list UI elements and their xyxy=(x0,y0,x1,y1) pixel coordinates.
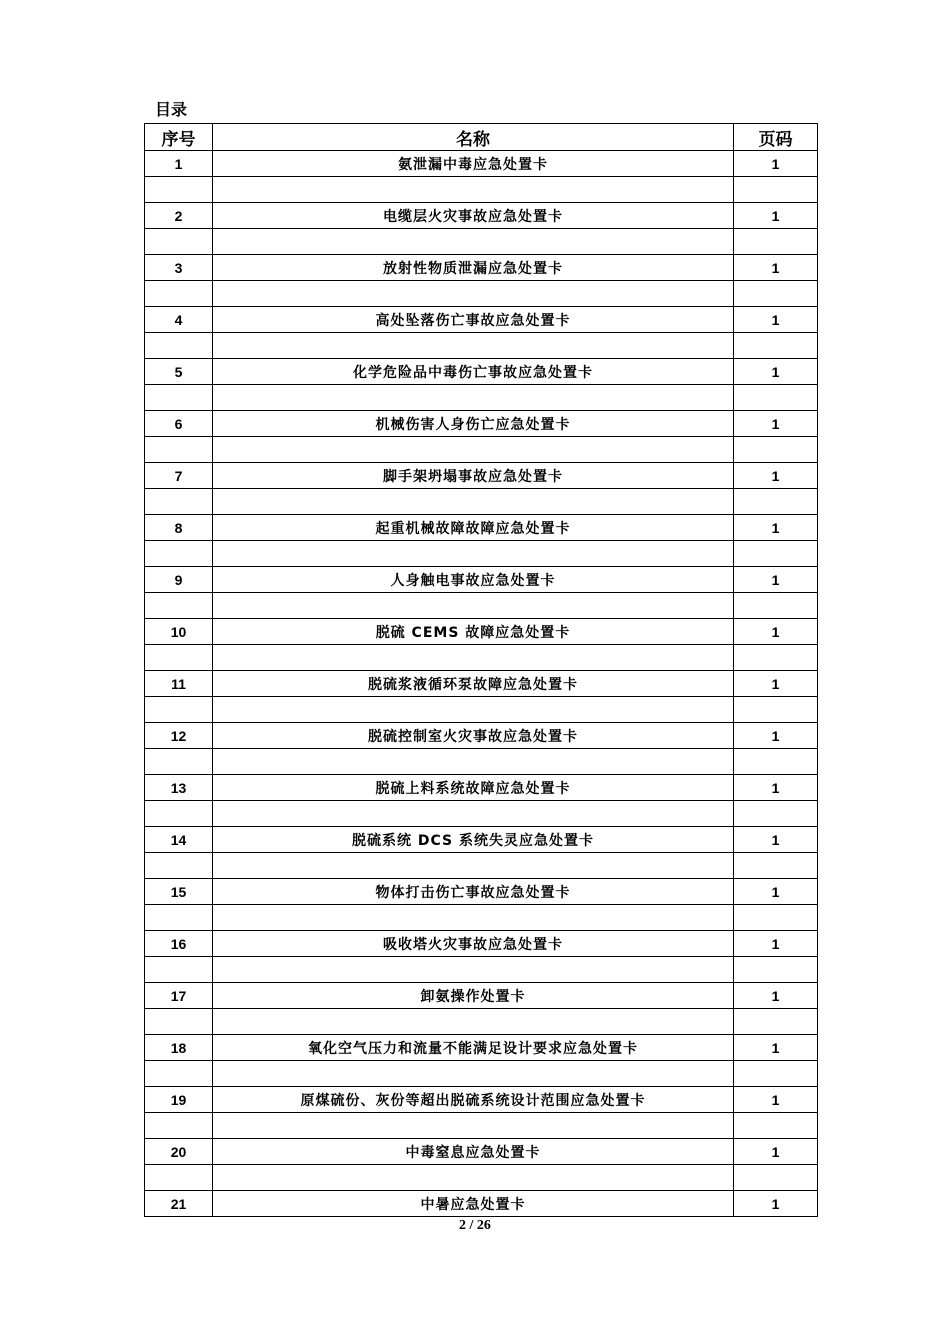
entry-name: 脱硫上料系统故障应急处置卡 xyxy=(213,775,734,801)
spacer-cell xyxy=(213,541,734,567)
entry-name: 脱硫浆液循环泵故障应急处置卡 xyxy=(213,671,734,697)
entry-name: 吸收塔火灾事故应急处置卡 xyxy=(213,931,734,957)
entry-number: 9 xyxy=(145,567,213,593)
spacer-cell xyxy=(213,749,734,775)
entry-number: 12 xyxy=(145,723,213,749)
entry-page: 1 xyxy=(734,879,818,905)
table-row xyxy=(145,1139,818,1165)
spacer-row xyxy=(145,697,818,723)
entry-number: 2 xyxy=(145,203,213,229)
spacer-row xyxy=(145,385,818,411)
spacer-cell xyxy=(734,1113,818,1139)
entry-number: 7 xyxy=(145,463,213,489)
spacer-cell xyxy=(145,281,213,307)
spacer-cell xyxy=(145,1061,213,1087)
spacer-cell xyxy=(734,333,818,359)
spacer-cell xyxy=(213,281,734,307)
entry-page: 1 xyxy=(734,931,818,957)
entry-name: 化学危险品中毒伤亡事故应急处置卡 xyxy=(213,359,734,385)
entry-name: 高处坠落伤亡事故应急处置卡 xyxy=(213,307,734,333)
spacer-cell xyxy=(213,385,734,411)
spacer-cell xyxy=(734,541,818,567)
entry-page: 1 xyxy=(734,463,818,489)
entry-name: 物体打击伤亡事故应急处置卡 xyxy=(213,879,734,905)
table-row xyxy=(145,515,818,541)
spacer-cell xyxy=(734,645,818,671)
spacer-cell xyxy=(145,1165,213,1191)
entry-page: 1 xyxy=(734,1087,818,1113)
spacer-cell xyxy=(734,1165,818,1191)
spacer-cell xyxy=(145,905,213,931)
entry-page: 1 xyxy=(734,619,818,645)
table-row xyxy=(145,879,818,905)
spacer-cell xyxy=(145,489,213,515)
spacer-cell xyxy=(213,177,734,203)
spacer-row xyxy=(145,1009,818,1035)
entry-number: 5 xyxy=(145,359,213,385)
entry-page: 1 xyxy=(734,151,818,177)
entry-number: 4 xyxy=(145,307,213,333)
entry-number: 20 xyxy=(145,1139,213,1165)
entry-number: 14 xyxy=(145,827,213,853)
entry-page: 1 xyxy=(734,255,818,281)
table-row xyxy=(145,151,818,177)
table-row xyxy=(145,463,818,489)
entry-name: 脱硫系统 DCS 系统失灵应急处置卡 xyxy=(213,827,734,853)
table-row xyxy=(145,203,818,229)
entry-number: 16 xyxy=(145,931,213,957)
header-number: 序号 xyxy=(145,124,213,151)
table-row xyxy=(145,1035,818,1061)
table-row xyxy=(145,775,818,801)
spacer-cell xyxy=(213,697,734,723)
entry-name: 脱硫 CEMS 故障应急处置卡 xyxy=(213,619,734,645)
spacer-cell xyxy=(734,749,818,775)
entry-page: 1 xyxy=(734,1139,818,1165)
spacer-cell xyxy=(734,697,818,723)
table-row xyxy=(145,827,818,853)
spacer-cell xyxy=(145,593,213,619)
table-row xyxy=(145,619,818,645)
entry-name: 脚手架坍塌事故应急处置卡 xyxy=(213,463,734,489)
spacer-cell xyxy=(213,1113,734,1139)
spacer-cell xyxy=(145,853,213,879)
spacer-row xyxy=(145,489,818,515)
entry-page: 1 xyxy=(734,827,818,853)
entry-name: 中毒窒息应急处置卡 xyxy=(213,1139,734,1165)
page-number: 2 / 26 xyxy=(459,1218,491,1233)
spacer-row xyxy=(145,905,818,931)
spacer-cell xyxy=(734,853,818,879)
spacer-cell xyxy=(213,333,734,359)
spacer-cell xyxy=(145,801,213,827)
spacer-cell xyxy=(734,177,818,203)
spacer-row xyxy=(145,1061,818,1087)
spacer-row xyxy=(145,853,818,879)
table-row xyxy=(145,931,818,957)
entry-page: 1 xyxy=(734,671,818,697)
spacer-cell xyxy=(145,749,213,775)
spacer-cell xyxy=(213,801,734,827)
spacer-cell xyxy=(734,905,818,931)
spacer-cell xyxy=(734,801,818,827)
entry-page: 1 xyxy=(734,203,818,229)
spacer-cell xyxy=(213,489,734,515)
entry-number: 21 xyxy=(145,1191,213,1217)
spacer-cell xyxy=(145,177,213,203)
spacer-cell xyxy=(734,1009,818,1035)
spacer-cell xyxy=(213,1061,734,1087)
spacer-cell xyxy=(213,957,734,983)
table-row xyxy=(145,1087,818,1113)
entry-page: 1 xyxy=(734,359,818,385)
spacer-cell xyxy=(145,333,213,359)
entry-number: 10 xyxy=(145,619,213,645)
spacer-cell xyxy=(145,437,213,463)
table-row xyxy=(145,255,818,281)
entry-page: 1 xyxy=(734,775,818,801)
spacer-cell xyxy=(213,905,734,931)
spacer-row xyxy=(145,801,818,827)
entry-page: 1 xyxy=(734,1035,818,1061)
table-row xyxy=(145,671,818,697)
spacer-cell xyxy=(145,1009,213,1035)
spacer-row xyxy=(145,957,818,983)
entry-name: 起重机械故障故障应急处置卡 xyxy=(213,515,734,541)
entry-name: 人身触电事故应急处置卡 xyxy=(213,567,734,593)
spacer-cell xyxy=(213,645,734,671)
spacer-cell xyxy=(213,437,734,463)
spacer-cell xyxy=(213,229,734,255)
spacer-cell xyxy=(145,957,213,983)
table-row xyxy=(145,411,818,437)
table-row xyxy=(145,723,818,749)
toc-heading: 目录 xyxy=(155,100,188,119)
entry-page: 1 xyxy=(734,567,818,593)
entry-number: 3 xyxy=(145,255,213,281)
table-row xyxy=(145,1191,818,1217)
entry-name: 氧化空气压力和流量不能满足设计要求应急处置卡 xyxy=(213,1035,734,1061)
toc-body xyxy=(145,151,818,1217)
spacer-row xyxy=(145,593,818,619)
entry-name: 电缆层火灾事故应急处置卡 xyxy=(213,203,734,229)
entry-page: 1 xyxy=(734,307,818,333)
entry-number: 17 xyxy=(145,983,213,1009)
spacer-cell xyxy=(734,1061,818,1087)
spacer-cell xyxy=(734,489,818,515)
entry-name: 机械伤害人身伤亡应急处置卡 xyxy=(213,411,734,437)
spacer-cell xyxy=(734,957,818,983)
spacer-row xyxy=(145,437,818,463)
toc-table xyxy=(144,123,818,1217)
spacer-row xyxy=(145,1165,818,1191)
spacer-cell xyxy=(213,593,734,619)
entry-name: 脱硫控制室火灾事故应急处置卡 xyxy=(213,723,734,749)
table-row xyxy=(145,983,818,1009)
spacer-cell xyxy=(734,593,818,619)
entry-number: 6 xyxy=(145,411,213,437)
spacer-cell xyxy=(145,385,213,411)
toc-header-row xyxy=(145,124,818,151)
entry-number: 15 xyxy=(145,879,213,905)
entry-number: 8 xyxy=(145,515,213,541)
entry-page: 1 xyxy=(734,515,818,541)
entry-number: 13 xyxy=(145,775,213,801)
spacer-cell xyxy=(213,1165,734,1191)
entry-name: 卸氨操作处置卡 xyxy=(213,983,734,1009)
entry-number: 1 xyxy=(145,151,213,177)
spacer-cell xyxy=(734,281,818,307)
spacer-row xyxy=(145,281,818,307)
spacer-row xyxy=(145,333,818,359)
table-row xyxy=(145,567,818,593)
spacer-row xyxy=(145,749,818,775)
entry-page: 1 xyxy=(734,1191,818,1217)
table-row xyxy=(145,359,818,385)
entry-page: 1 xyxy=(734,411,818,437)
header-page: 页码 xyxy=(734,124,818,151)
spacer-cell xyxy=(734,385,818,411)
entry-name: 放射性物质泄漏应急处置卡 xyxy=(213,255,734,281)
entry-page: 1 xyxy=(734,983,818,1009)
spacer-cell xyxy=(145,645,213,671)
spacer-row xyxy=(145,1113,818,1139)
entry-number: 19 xyxy=(145,1087,213,1113)
spacer-cell xyxy=(145,1113,213,1139)
spacer-cell xyxy=(213,853,734,879)
spacer-cell xyxy=(145,541,213,567)
entry-number: 18 xyxy=(145,1035,213,1061)
spacer-cell xyxy=(145,697,213,723)
entry-page: 1 xyxy=(734,723,818,749)
table-row xyxy=(145,307,818,333)
spacer-cell xyxy=(734,437,818,463)
spacer-row xyxy=(145,177,818,203)
spacer-row xyxy=(145,229,818,255)
entry-name: 氨泄漏中毒应急处置卡 xyxy=(213,151,734,177)
entry-name: 中暑应急处置卡 xyxy=(213,1191,734,1217)
spacer-row xyxy=(145,645,818,671)
spacer-cell xyxy=(213,1009,734,1035)
spacer-cell xyxy=(734,229,818,255)
spacer-cell xyxy=(145,229,213,255)
entry-number: 11 xyxy=(145,671,213,697)
header-name: 名称 xyxy=(213,124,734,151)
spacer-row xyxy=(145,541,818,567)
entry-name: 原煤硫份、灰份等超出脱硫系统设计范围应急处置卡 xyxy=(213,1087,734,1113)
